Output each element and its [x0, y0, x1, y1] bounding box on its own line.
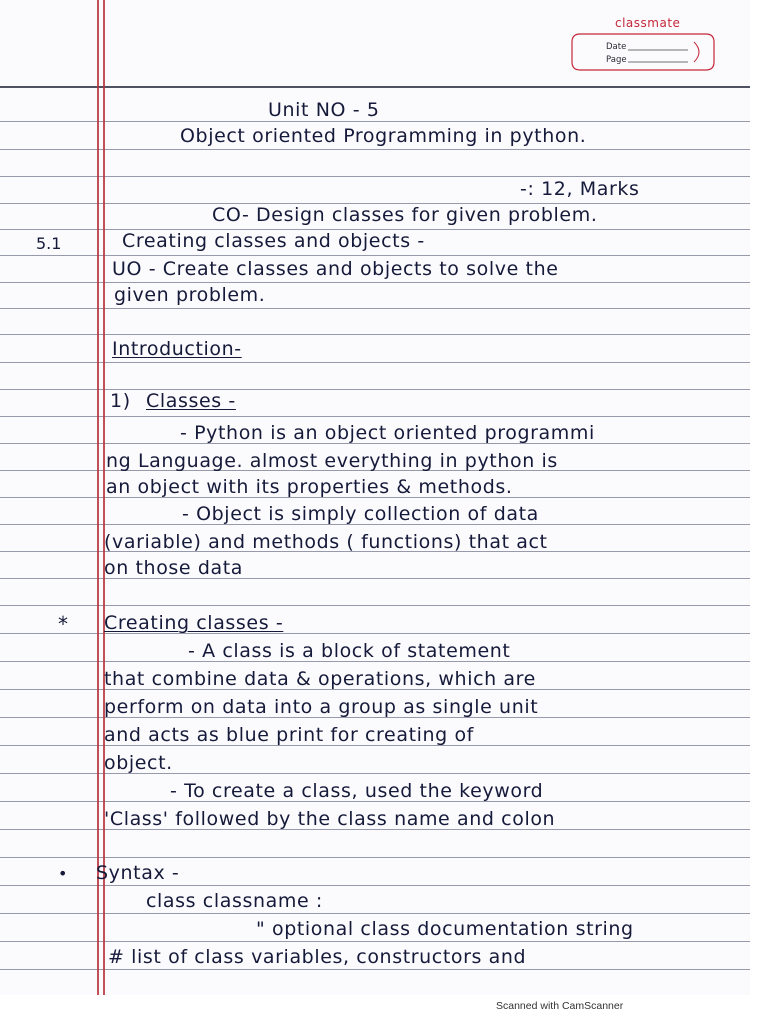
code-line: " optional class documentation string	[256, 918, 634, 940]
star-marker: *	[58, 612, 68, 636]
section-number: 5.1	[36, 234, 62, 253]
body-line: - Object is simply collection of data	[182, 503, 539, 525]
creating-classes-heading: Creating classes -	[104, 612, 284, 634]
unit-title: Unit NO - 5	[268, 99, 380, 121]
ruled-line	[0, 334, 750, 335]
body-line: ng Language. almost everything in python is	[106, 450, 558, 472]
date-page-stamp	[570, 30, 718, 74]
body-line: (variable) and methods ( functions) that act	[104, 531, 548, 553]
margin-line	[97, 0, 99, 995]
body-line: - To create a class, used the keyword	[170, 780, 544, 802]
ruled-line	[0, 362, 750, 363]
code-line: class classname :	[146, 890, 323, 912]
ruled-line	[0, 308, 750, 309]
ruled-line	[0, 913, 750, 914]
course-outcome: CO- Design classes for given problem.	[212, 204, 598, 226]
ruled-line	[0, 86, 750, 88]
body-line: 'Class' followed by the class name and colon	[104, 808, 556, 830]
ruled-line	[0, 282, 750, 283]
date-label: Date	[606, 42, 627, 52]
unit-outcome-line: UO - Create classes and objects to solve the	[112, 258, 559, 280]
body-line: and acts as blue print for creating of	[104, 724, 474, 746]
ruled-line	[0, 149, 750, 150]
ruled-line	[0, 885, 750, 886]
ruled-line	[0, 969, 750, 970]
body-line: that combine data & operations, which are	[104, 668, 536, 690]
marks: -: 12, Marks	[520, 178, 640, 200]
classes-heading: Classes -	[146, 390, 236, 412]
margin-line	[103, 0, 105, 995]
classes-number: 1)	[110, 390, 131, 412]
code-line: # list of class variables, constructors and	[108, 946, 527, 968]
body-line: - A class is a block of statement	[188, 640, 511, 662]
section-title: Creating classes and objects -	[122, 230, 425, 252]
syntax-label: Syntax -	[96, 862, 180, 884]
unit-outcome-line: given problem.	[114, 284, 266, 306]
body-line: an object with its properties & methods.	[106, 476, 513, 498]
scanner-watermark: Scanned with CamScanner	[496, 1000, 624, 1012]
page-label: Page	[606, 55, 627, 65]
ruled-line	[0, 255, 750, 256]
brand-logo: classmate	[615, 16, 681, 30]
ruled-line	[0, 941, 750, 942]
ruled-line	[0, 416, 750, 417]
bullet: •	[58, 864, 68, 883]
body-line: object.	[104, 752, 173, 774]
body-line: - Python is an object oriented programmi	[180, 422, 595, 444]
subject-title: Object oriented Programming in python.	[180, 125, 587, 147]
ruled-line	[0, 857, 750, 858]
introduction-heading: Introduction-	[112, 338, 242, 360]
ruled-line	[0, 605, 750, 606]
body-line: on those data	[104, 557, 244, 579]
body-line: perform on data into a group as single unit	[104, 696, 539, 718]
ruled-line	[0, 121, 750, 122]
